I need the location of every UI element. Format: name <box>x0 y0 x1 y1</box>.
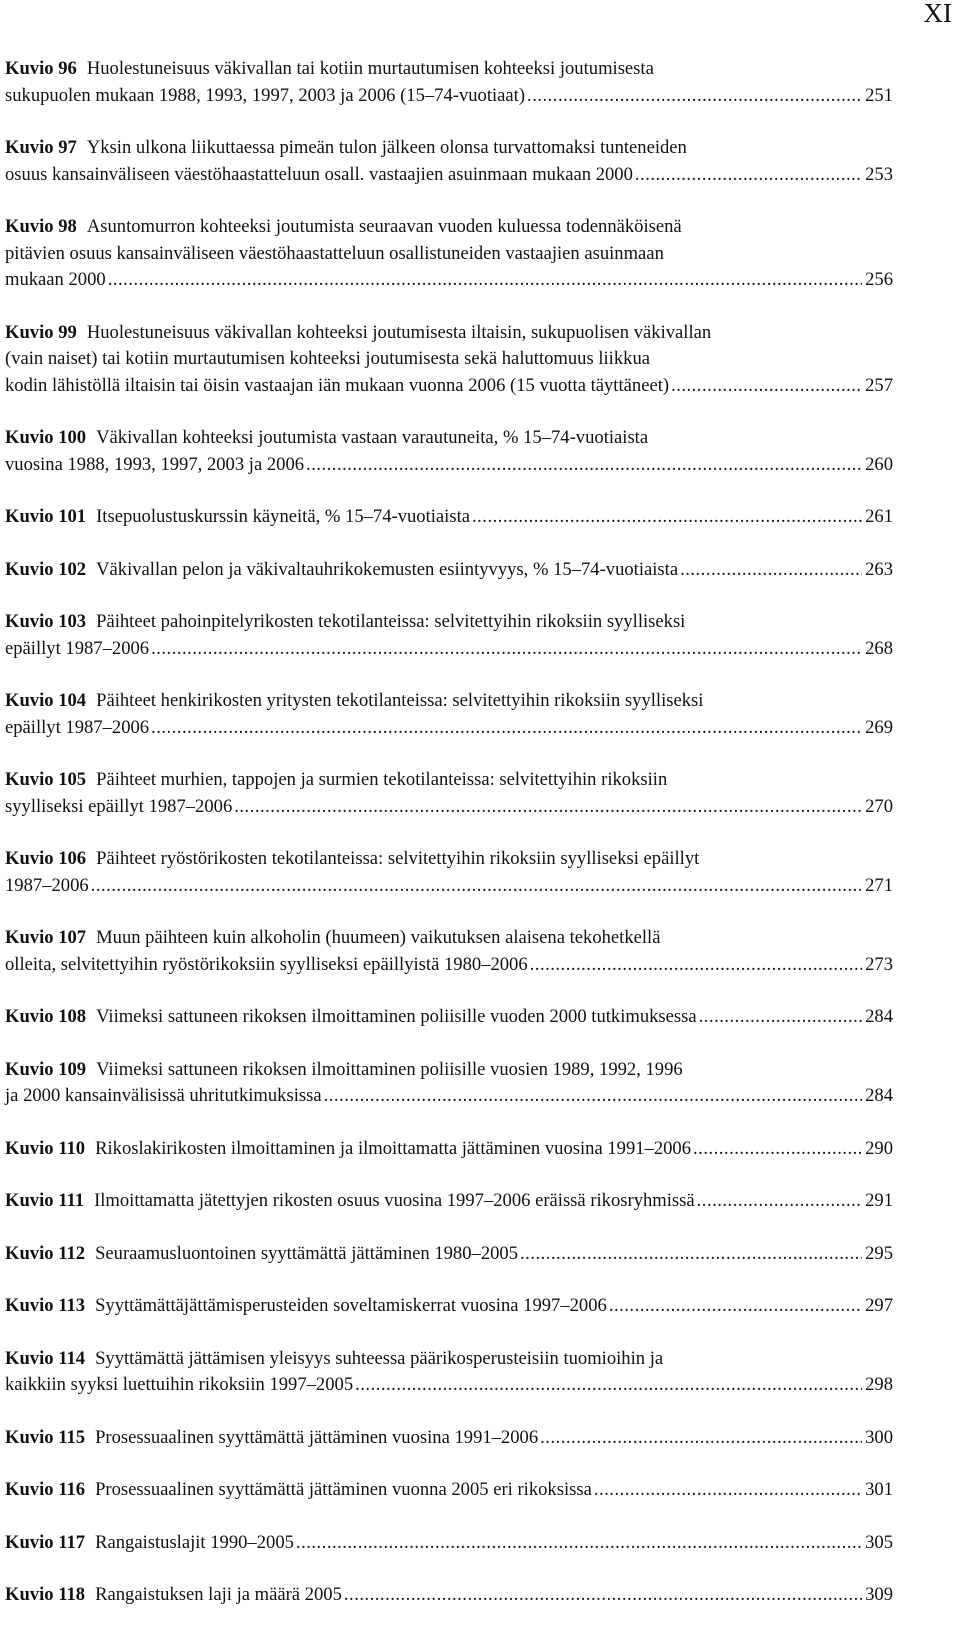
figure-label: Kuvio 108 <box>5 1006 87 1027</box>
dot-leader <box>344 1582 862 1609</box>
toc-entry-final-line <box>5 452 893 479</box>
toc-entry[interactable] <box>5 767 893 820</box>
dot-leader <box>530 952 862 979</box>
toc-entry[interactable] <box>5 1346 893 1399</box>
toc-entry[interactable] <box>5 1057 893 1110</box>
figure-title-last-text: epäillyt 1987–2006 <box>5 716 150 738</box>
toc-entry-final-line <box>5 83 893 110</box>
toc-entry-final-line <box>5 1293 893 1320</box>
toc-entry-line <box>5 320 893 347</box>
toc-entry-final-line <box>5 1530 893 1557</box>
toc-entry-line <box>5 688 893 715</box>
dot-leader <box>594 1477 862 1504</box>
figure-label: Kuvio 99 <box>5 321 77 343</box>
figure-title-last-text: Viimeksi sattuneen rikoksen ilmoittaminen poliisille vuoden 2000 tutkimuksessa <box>96 1006 697 1027</box>
toc-entry-final-line <box>5 1425 893 1452</box>
toc-entry-final-line <box>5 715 893 742</box>
toc-entry-final-line <box>5 557 893 584</box>
page-reference[interactable]: 268 <box>865 637 893 659</box>
figure-title-text <box>5 794 232 821</box>
figure-title-text: Päihteet murhien, tappojen ja surmien tekotilanteissa: selvitettyihin rikoksiin <box>96 769 668 790</box>
toc-entry-line <box>5 609 893 636</box>
toc-entry-final-line <box>5 1136 893 1163</box>
figure-title-last-text: Prosessuaalinen syyttämättä jättäminen vuonna 2005 eri rikoksissa <box>95 1479 592 1500</box>
dot-leader <box>234 794 862 821</box>
toc-entry[interactable] <box>5 214 893 294</box>
figure-title-text <box>5 1136 691 1163</box>
figure-title-text <box>5 267 106 294</box>
figure-label: Kuvio 109 <box>5 1058 87 1080</box>
figure-title-text <box>5 715 149 742</box>
toc-entry-line <box>5 425 893 452</box>
toc-entry[interactable] <box>5 1477 893 1504</box>
toc-entry-final-line <box>5 1188 893 1215</box>
dot-leader <box>151 715 862 742</box>
figure-label: Kuvio 101 <box>5 506 87 527</box>
toc-entry-line <box>5 1346 893 1373</box>
dot-leader <box>520 1241 862 1268</box>
toc-entry-final-line <box>5 794 893 821</box>
figure-title-text <box>5 636 149 663</box>
figure-title-text <box>5 952 528 979</box>
toc-entry-final-line <box>5 162 893 189</box>
toc-entry[interactable] <box>5 1136 893 1163</box>
figure-title-last-text: sukupuolen mukaan 1988, 1993, 1997, 2003 ja 2006 (15–74-vuotiaat) <box>5 84 526 106</box>
page-reference[interactable]: 251 <box>865 84 893 106</box>
toc-entry[interactable] <box>5 846 893 899</box>
page-reference[interactable]: 269 <box>865 716 893 738</box>
dot-leader <box>635 162 862 189</box>
figure-title-last-text: Seuraamusluontoinen syyttämättä jättäminen 1980–2005 <box>95 1242 519 1264</box>
figure-title-text: Väkivallan kohteeksi joutumista vastaan varautuneita, % 15–74-vuotiaista <box>96 427 649 448</box>
toc-entry-final-line <box>5 373 893 400</box>
toc-entry-final-line <box>5 952 893 979</box>
figure-title-last-text: Itsepuolustuskurssin käyneitä, % 15–74-vuotiaista <box>96 506 470 527</box>
dot-leader <box>296 1530 862 1557</box>
toc-entry-line <box>5 135 893 162</box>
page-reference[interactable]: 305 <box>865 1531 893 1553</box>
figure-title-last-text: Rangaistuksen laji ja määrä 2005 <box>95 1584 342 1605</box>
figure-label: Kuvio 102 <box>5 558 87 580</box>
page-reference[interactable]: 260 <box>865 453 893 475</box>
figure-title-text <box>5 873 89 900</box>
figure-title-last-text: Rangaistuslajit 1990–2005 <box>95 1531 294 1553</box>
figure-title-text: (vain naiset) tai kotiin murtautumisen kohteeksi joutumisesta sekä haluttomuus liikkua <box>5 348 650 369</box>
toc-entry-final-line <box>5 636 893 663</box>
toc-entry-final-line <box>5 1372 893 1399</box>
toc-entry[interactable] <box>5 1293 893 1320</box>
page-reference[interactable]: 301 <box>865 1479 893 1500</box>
dot-leader <box>680 557 862 584</box>
figure-title-text: Päihteet pahoinpitelyrikosten tekotilanteissa: selvitettyihin rikoksiin syylliseksi <box>96 611 686 632</box>
toc-entry-final-line <box>5 1582 893 1609</box>
figure-title-text <box>5 1582 342 1609</box>
toc-entry-line <box>5 56 893 83</box>
page-reference[interactable]: 297 <box>865 1295 893 1316</box>
page-reference[interactable]: 261 <box>865 506 893 527</box>
figure-title-text: pitävien osuus kansainväliseen väestöhaastatteluun osallistuneiden vastaajien asuinmaan <box>5 242 664 264</box>
toc-entry-final-line <box>5 1083 893 1110</box>
toc-entry-final-line <box>5 267 893 294</box>
dot-leader <box>108 267 862 294</box>
toc-entry-final-line <box>5 1241 893 1268</box>
figure-label: Kuvio 105 <box>5 769 87 790</box>
figure-title-last-text: Prosessuaalinen syyttämättä jättäminen vuosina 1991–2006 <box>95 1426 539 1448</box>
figure-title-last-text: 1987–2006 <box>5 874 89 896</box>
toc-entry[interactable] <box>5 557 893 584</box>
figure-label: Kuvio 100 <box>5 427 87 448</box>
figure-title-text: Päihteet henkirikosten yritysten tekotilanteissa: selvitettyihin rikoksiin syylliseksi <box>96 690 704 711</box>
toc-entry[interactable] <box>5 135 893 188</box>
dot-leader <box>472 504 862 531</box>
figure-label: Kuvio 97 <box>5 137 77 158</box>
figure-label: Kuvio 111 <box>5 1190 85 1211</box>
dot-leader <box>540 1425 862 1452</box>
page-reference[interactable]: 273 <box>865 953 893 975</box>
toc-entry-final-line <box>5 1477 893 1504</box>
figure-title-last-text: Syyttämättäjättämisperusteiden soveltamiskerrat vuosina 1997–2006 <box>95 1295 607 1316</box>
figure-title-text <box>5 504 470 531</box>
toc-entry-line <box>5 767 893 794</box>
figure-label: Kuvio 96 <box>5 58 77 79</box>
figure-title-text <box>5 452 304 479</box>
dot-leader <box>355 1372 862 1399</box>
figure-title-text <box>5 557 678 584</box>
page-reference[interactable]: 291 <box>865 1190 893 1211</box>
figure-title-last-text: Ilmoittamatta jätettyjen rikosten osuus vuosina 1997–2006 eräissä rikosryhmissä <box>94 1190 695 1211</box>
dot-leader <box>609 1293 862 1320</box>
figure-title-last-text: ja 2000 kansainvälisissä uhritutkimuksissa <box>5 1085 322 1106</box>
page-reference[interactable]: 284 <box>865 1085 893 1106</box>
toc-entry[interactable] <box>5 320 893 400</box>
figure-title-text: Huolestuneisuus väkivallan kohteeksi joutumisesta iltaisin, sukupuolisen väkivallan <box>86 321 712 343</box>
figure-title-last-text: olleita, selvitettyihin ryöstörikoksiin syylliseksi epäillyistä 1980–2006 <box>5 953 528 975</box>
page-reference[interactable]: 300 <box>865 1426 893 1448</box>
figure-title-text <box>5 1372 353 1399</box>
figure-title-last-text: osuus kansainväliseen väestöhaastatteluun osall. vastaajien asuinmaan mukaan 2000 <box>5 163 633 185</box>
page-reference[interactable]: 256 <box>865 269 893 290</box>
page-reference[interactable]: 263 <box>865 558 893 580</box>
toc-entry-line <box>5 241 893 268</box>
dot-leader <box>693 1136 862 1163</box>
figure-title-text <box>5 1241 518 1268</box>
toc-entry-line <box>5 214 893 241</box>
toc-entry[interactable] <box>5 925 893 978</box>
toc-entry[interactable] <box>5 1425 893 1452</box>
figure-label: Kuvio 113 <box>5 1295 86 1316</box>
figure-label: Kuvio 112 <box>5 1242 86 1264</box>
toc-entry[interactable] <box>5 56 893 109</box>
figure-label: Kuvio 117 <box>5 1531 86 1553</box>
dot-leader <box>697 1188 862 1215</box>
figure-title-last-text: vuosina 1988, 1993, 1997, 2003 ja 2006 <box>5 453 305 475</box>
figure-title-text <box>5 1425 538 1452</box>
figure-title-text: Huolestuneisuus väkivallan tai kotiin murtautumisen kohteeksi joutumisesta <box>86 58 654 79</box>
toc-entry[interactable] <box>5 1004 893 1031</box>
figure-title-last-text: Väkivallan pelon ja väkivaltauhrikokemusten esiintyvyys, % 15–74-vuotiaista <box>96 558 679 580</box>
figure-label: Kuvio 106 <box>5 848 87 869</box>
toc-entry[interactable] <box>5 1530 893 1557</box>
toc-entry[interactable] <box>5 688 893 741</box>
figure-title-text <box>5 83 525 110</box>
list-of-figures <box>5 56 893 1635</box>
figure-title-text <box>5 1083 322 1110</box>
page-reference[interactable]: 270 <box>865 795 893 817</box>
figure-title-text: Muun päihteen kuin alkoholin (huumeen) vaikutuksen alaisena tekohetkellä <box>96 927 661 948</box>
figure-title-text: Syyttämättä jättämisen yleisyys suhteessa päärikosperusteisiin tuomioihin ja <box>95 1347 664 1369</box>
page-reference[interactable]: 271 <box>865 874 893 896</box>
toc-entry-line <box>5 925 893 952</box>
toc-entry-line <box>5 1057 893 1084</box>
figure-label: Kuvio 103 <box>5 611 87 632</box>
figure-label: Kuvio 118 <box>5 1584 86 1605</box>
figure-label: Kuvio 98 <box>5 216 77 237</box>
toc-entry[interactable] <box>5 1582 893 1609</box>
figure-title-last-text: epäillyt 1987–2006 <box>5 637 150 659</box>
figure-title-text <box>5 373 669 400</box>
toc-entry-line <box>5 846 893 873</box>
toc-entry[interactable] <box>5 425 893 478</box>
toc-entry-final-line <box>5 873 893 900</box>
figure-title-text <box>5 1530 294 1557</box>
page-number: XI <box>923 0 952 28</box>
toc-entry-final-line <box>5 504 893 531</box>
figure-title-text <box>5 1004 697 1031</box>
figure-title-text: Päihteet ryöstörikosten tekotilanteissa: selvitettyihin rikoksiin syylliseksi epäillyt <box>96 848 700 869</box>
page-reference[interactable]: 298 <box>865 1374 893 1395</box>
page-reference[interactable]: 309 <box>865 1584 893 1605</box>
figure-label: Kuvio 116 <box>5 1479 86 1500</box>
figure-title-last-text: mukaan 2000 <box>5 269 106 290</box>
toc-entry[interactable] <box>5 1241 893 1268</box>
toc-entry-line <box>5 346 893 373</box>
dot-leader <box>671 373 862 400</box>
figure-label: Kuvio 115 <box>5 1426 86 1448</box>
toc-entry[interactable] <box>5 1188 893 1215</box>
page-reference[interactable]: 295 <box>865 1242 893 1264</box>
figure-label: Kuvio 104 <box>5 690 87 711</box>
figure-title-text <box>5 1293 607 1320</box>
dot-leader <box>91 873 862 900</box>
toc-entry[interactable] <box>5 609 893 662</box>
figure-label: Kuvio 110 <box>5 1137 86 1159</box>
figure-title-text: Asuntomurron kohteeksi joutumista seuraavan vuoden kuluessa todennäköisenä <box>86 216 682 237</box>
figure-title-text: Yksin ulkona liikuttaessa pimeän tulon jälkeen olonsa turvattomaksi tunteneiden <box>86 137 687 158</box>
page-reference[interactable]: 253 <box>865 163 893 185</box>
figure-title-text <box>5 162 633 189</box>
dot-leader <box>324 1083 863 1110</box>
figure-title-last-text: kodin lähistöllä iltaisin tai öisin vastaajan iän mukaan vuonna 2006 (15 vuotta täyttäneet) <box>5 374 670 396</box>
dot-leader <box>699 1004 862 1031</box>
figure-title-last-text: kaikkiin syyksi luettuihin rikoksiin 1997–2005 <box>5 1374 354 1395</box>
dot-leader <box>151 636 862 663</box>
page-reference[interactable]: 290 <box>865 1137 893 1159</box>
figure-label: Kuvio 114 <box>5 1347 86 1369</box>
figure-title-text <box>5 1188 695 1215</box>
page-reference[interactable]: 284 <box>865 1006 893 1027</box>
toc-entry[interactable] <box>5 504 893 531</box>
figure-title-text <box>5 1477 592 1504</box>
dot-leader <box>306 452 862 479</box>
figure-label: Kuvio 107 <box>5 927 87 948</box>
figure-title-last-text: syylliseksi epäillyt 1987–2006 <box>5 795 233 817</box>
dot-leader <box>527 83 862 110</box>
toc-entry-final-line <box>5 1004 893 1031</box>
figure-title-text: Viimeksi sattuneen rikoksen ilmoittaminen poliisille vuosien 1989, 1992, 1996 <box>96 1058 683 1080</box>
figure-title-last-text: Rikoslakirikosten ilmoittaminen ja ilmoittamatta jättäminen vuosina 1991–2006 <box>95 1137 692 1159</box>
page-reference[interactable]: 257 <box>865 374 893 396</box>
